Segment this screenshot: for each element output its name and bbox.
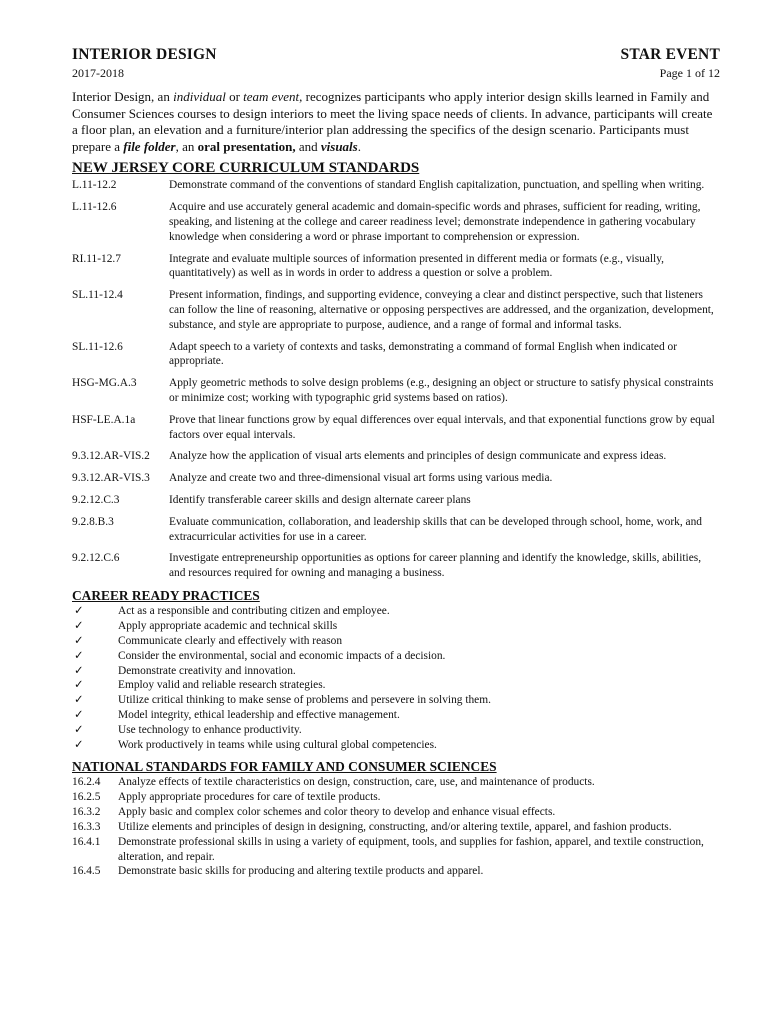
checkmark-icon: ✓ (74, 664, 84, 677)
intro-strong: oral presentation, (197, 138, 296, 154)
practice-text: Model integrity, ethical leadership and effective management. (118, 709, 400, 722)
standard-code: 9.3.12.AR-VIS.3 (72, 472, 150, 485)
standard-code: L.11-12.2 (72, 179, 117, 192)
standard-description: Analyze and create two and three‐dimensional visual art forms using various media. (169, 472, 553, 485)
standard-description: Demonstrate command of the conventions of standard English capitalization, punctuation, and spelling when writing. (169, 179, 705, 192)
standard-description: Present information, findings, and supporting evidence, conveying a clear and distinct perspective, such that listeners can follow the line of reasoning, alternative or opposing perspectives are addressed, and the organization, development, substance, and style are appropriate to purpose, audience, and a range of formal and informal tasks. (169, 289, 714, 331)
standard-description: Integrate and evaluate multiple sources of information presented in different media or formats (e.g., visually, quantitatively) as well as in words in order to address a question or solve a problem. (169, 252, 665, 280)
national-standards-heading: NATIONAL STANDARDS FOR FAMILY AND CONSUMER SCIENCES (72, 758, 497, 774)
intro-strong-emphasis: visuals (320, 138, 358, 154)
intro-text: , an (175, 138, 198, 154)
standard-description: Investigate entrepreneurship opportunities as options for career planning and identify the knowledge, skills, abilities, and resources required for owning and managing a business. (169, 552, 702, 580)
intro-emphasis: team event (243, 89, 300, 104)
standard-row (72, 288, 720, 332)
intro-text: , recognizes participants who apply interior design skills learned in Family and Consumer Sciences courses to design interiors to meet the living space needs of clients. In advance, participants will create a floor plan, an elevation and a furniture/interior plan addressing the specifics of the design scenario. Participants must prepare a (72, 89, 713, 154)
checkmark-icon: ✓ (74, 634, 84, 647)
standard-code: L.11-12.6 (72, 201, 117, 214)
document-subheader (72, 66, 720, 81)
standard-row (72, 515, 720, 545)
intro-emphasis: individual (173, 89, 226, 104)
checkmark-icon: ✓ (74, 739, 84, 752)
national-standard-code: 16.2.5 (72, 790, 101, 803)
national-standard-description: Utilize elements and principles of design in designing, constructing, and/or altering textile, apparel, and fashion products. (118, 820, 672, 833)
document-title: INTERIOR DESIGN (72, 46, 217, 63)
practice-row (72, 738, 720, 753)
national-standard-description: Analyze effects of textile characteristics on design, construction, care, use, and maintenance of products. (118, 775, 595, 788)
standard-code: HSG-MG.A.3 (72, 377, 137, 390)
practice-text: Utilize critical thinking to make sense of problems and persevere in solving them. (118, 694, 491, 707)
career-ready-list (72, 604, 720, 753)
standard-row (72, 178, 720, 193)
standard-description: Acquire and use accurately general academic and domain-specific words and phrases, sufficient for reading, writing, speaking, and listening at the college and career readiness level; demonstrate independence in gathering vocabulary knowledge when considering a word or phrase important to comprehension or expression. (169, 201, 701, 243)
school-year: 2017-2018 (72, 66, 124, 80)
standard-row (72, 200, 720, 244)
national-standard-description: Demonstrate professional skills in using a variety of equipment, tools, and supplies for fashion, apparel, and textile construction, alteration, and repair. (118, 835, 704, 863)
standard-code: SL.11-12.6 (72, 340, 123, 353)
national-standard-row (72, 835, 720, 865)
standard-description: Analyze how the application of visual arts elements and principles of design communicate and express ideas. (169, 450, 667, 463)
practice-row (72, 649, 720, 664)
nj-standards-heading: NEW JERSEY CORE CURRICULUM STANDARDS (72, 160, 420, 177)
practice-text: Employ valid and reliable research strategies. (118, 679, 326, 692)
standard-description: Evaluate communication, collaboration, and leadership skills that can be developed through school, home, work, and extracurricular activities for use in a career. (169, 515, 702, 543)
standard-description: Identify transferable career skills and design alternate career plans (169, 493, 471, 506)
practice-text: Use technology to enhance productivity. (118, 724, 302, 737)
practice-text: Consider the environmental, social and economic impacts of a decision. (118, 649, 446, 662)
practice-row (72, 634, 720, 649)
standard-row (72, 471, 720, 486)
practice-text: Demonstrate creativity and innovation. (118, 664, 296, 677)
practice-text: Communicate clearly and effectively with reason (118, 634, 343, 647)
standard-code: 9.3.12.AR-VIS.2 (72, 450, 150, 463)
standard-row (72, 413, 720, 443)
standard-row (72, 551, 720, 581)
standard-code: 9.2.12.C.6 (72, 552, 120, 565)
national-standard-code: 16.3.3 (72, 820, 101, 833)
intro-text: or (225, 89, 244, 104)
standard-code: HSF-LE.A.1a (72, 413, 136, 426)
standard-row (72, 340, 720, 370)
national-standard-code: 16.3.2 (72, 805, 101, 818)
checkmark-icon: ✓ (74, 619, 84, 632)
national-standard-row (72, 864, 720, 879)
national-standard-row (72, 790, 720, 805)
intro-text: Interior Design, an (72, 89, 174, 104)
nj-standards-list (72, 178, 720, 581)
career-ready-heading: CAREER READY PRACTICES (72, 587, 260, 603)
page-number: Page 1 of 12 (659, 66, 720, 80)
practice-row (72, 619, 720, 634)
standard-row (72, 376, 720, 406)
document-header (72, 46, 720, 64)
practice-row (72, 604, 720, 619)
standard-code: 9.2.8.B.3 (72, 515, 114, 528)
checkmark-icon: ✓ (74, 679, 84, 692)
standard-description: Prove that linear functions grow by equal differences over equal intervals, and that exponential functions grow by equal factors over equal intervals. (169, 413, 715, 441)
checkmark-icon: ✓ (74, 604, 84, 617)
intro-text: and (295, 138, 321, 154)
national-standard-description: Demonstrate basic skills for producing and altering textile products and apparel. (118, 865, 484, 878)
standard-code: RI.11-12.7 (72, 252, 121, 265)
practice-row (72, 693, 720, 708)
national-standard-row (72, 775, 720, 790)
intro-text: . (357, 138, 361, 154)
checkmark-icon: ✓ (74, 649, 84, 662)
practice-text: Apply appropriate academic and technical skills (118, 619, 338, 632)
practice-row (72, 678, 720, 693)
intro-strong-emphasis: file folder (123, 138, 176, 154)
national-standard-code: 16.4.1 (72, 835, 101, 848)
practice-row (72, 723, 720, 738)
standard-row (72, 493, 720, 508)
practice-row (72, 708, 720, 723)
national-standard-description: Apply appropriate procedures for care of textile products. (118, 790, 381, 803)
practice-text: Act as a responsible and contributing citizen and employee. (118, 604, 390, 617)
event-type: STAR EVENT (620, 46, 720, 63)
checkmark-icon: ✓ (74, 709, 84, 722)
national-standards-list (72, 775, 720, 879)
document-page (72, 46, 720, 879)
national-standard-description: Apply basic and complex color schemes and color theory to develop and enhance visual effects. (118, 805, 556, 818)
standard-code: 9.2.12.C.3 (72, 493, 120, 506)
checkmark-icon: ✓ (74, 724, 84, 737)
national-standard-row (72, 820, 720, 835)
practice-row (72, 664, 720, 679)
practice-text: Work productively in teams while using cultural global competencies. (118, 739, 437, 752)
national-standard-code: 16.4.5 (72, 865, 101, 878)
national-standard-row (72, 805, 720, 820)
standard-description: Adapt speech to a variety of contexts and tasks, demonstrating a command of formal English when indicated or appropriate. (169, 340, 678, 368)
checkmark-icon: ✓ (74, 694, 84, 707)
standard-row (72, 449, 720, 464)
standard-row (72, 252, 720, 282)
standard-code: SL.11-12.4 (72, 289, 123, 302)
standard-description: Apply geometric methods to solve design problems (e.g., designing an object or structure to satisfy physical constraints or minimize cost; working with typographic grid systems based on ratios). (169, 377, 714, 404)
national-standard-code: 16.2.4 (72, 775, 101, 788)
intro-paragraph (72, 89, 720, 155)
